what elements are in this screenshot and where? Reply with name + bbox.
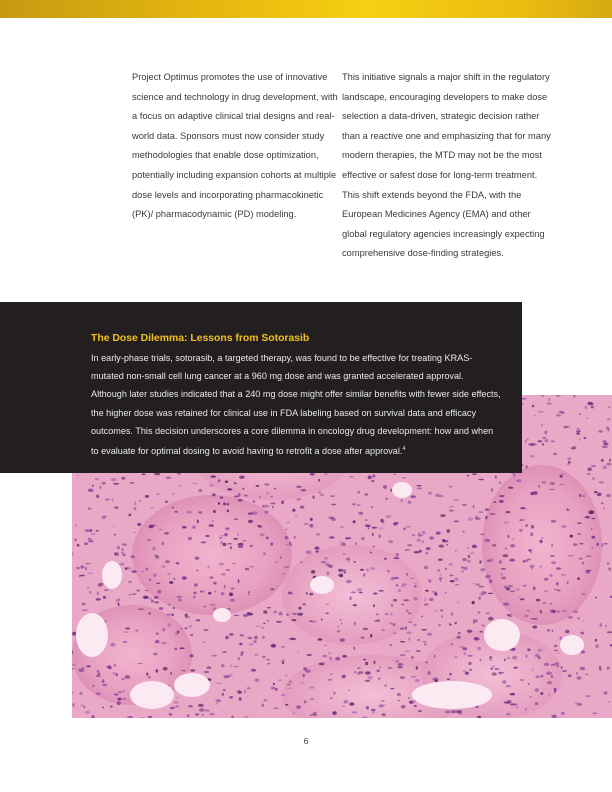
callout-title: The Dose Dilemma: Lessons from Sotorasib <box>91 333 310 344</box>
callout-body <box>91 349 501 460</box>
footnote-reference: 4 <box>402 446 406 453</box>
top-gold-bar <box>0 0 612 18</box>
left-column-text: Project Optimus promotes the use of innovative science and technology in drug development, with a focus on adaptive clinical trial designs and real-world data. Sponsors must now consider study methodologies that enable dose optimization, potentially including expansion cohorts at multiple dose levels and incorporating pharmacokinetic (PK)/ pharmacodynamic (PD) modeling. <box>132 72 338 220</box>
callout-body-text: In early-phase trials, sotorasib, a targeted therapy, was found to be effective for treating KRAS-mutated non-small cell lung cancer at a 960 mg dose and was granted accelerated approval. Although later studies indicated that a 240 mg dose might offer similar benefits with fewer side effects, the higher dose was retained for clinical use in FDA labeling based on survival data and efficacy outcomes. This decision underscores a core dilemma in oncology drug development: how and when to evaluate for optimal dosing to avoid having to retrofit a dose after approval. <box>91 353 501 457</box>
page-number: 6 <box>303 736 309 746</box>
right-column-text: This initiative signals a major shift in the regulatory landscape, encouraging developers to make dose selection a data-driven, strategic decision rather than a reactive one and emphasizing that for many modern therapies, the MTD may not be the most effective or safest dose for long-term treatment. This shift extends beyond the FDA, with the European Medicines Agency (EMA) and other global regulatory agencies increasingly expecting comprehensive dose-finding strategies. <box>342 72 551 259</box>
